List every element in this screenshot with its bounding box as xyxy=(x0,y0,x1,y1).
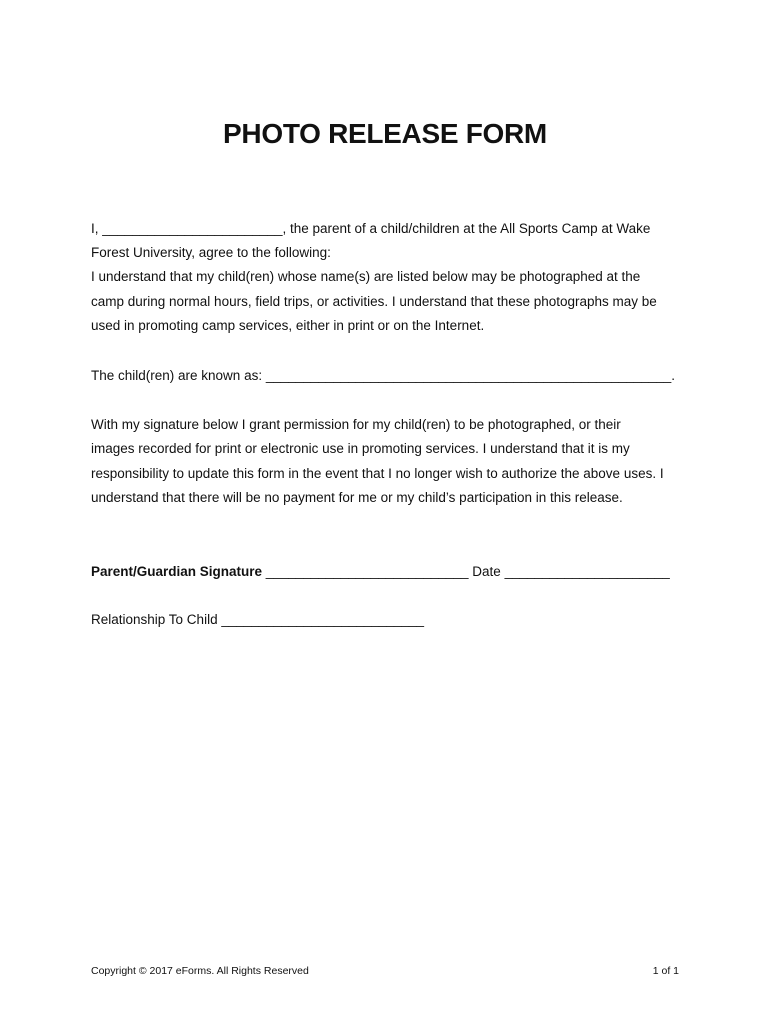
intro-line-5: used in promoting camp services, either in print or on the Internet. xyxy=(91,318,485,333)
children-names-line: The child(ren) are known as: ______________________________________________________. xyxy=(91,368,676,383)
date-field: ______________________ xyxy=(500,564,670,579)
signature-row xyxy=(91,564,670,580)
date-label: Date xyxy=(472,564,501,579)
relationship-row xyxy=(91,612,424,628)
permission-line-1: With my signature below I grant permission for my child(ren) to be photographed, or their xyxy=(91,417,621,432)
permission-line-2: images recorded for print or electronic use in promoting services. I understand that it is my xyxy=(91,441,630,456)
permission-line-3: responsibility to update this form in the event that I no longer wish to authorize the above uses. I xyxy=(91,466,664,481)
intro-line-2: Forest University, agree to the following: xyxy=(91,245,331,260)
relationship-label: Relationship To Child xyxy=(91,612,218,627)
intro-line-4: camp during normal hours, field trips, or activities. I understand that these photographs may be xyxy=(91,294,657,309)
copyright-footer: Copyright © 2017 eForms. All Rights Reserved xyxy=(91,965,309,977)
relationship-field: ___________________________ xyxy=(217,612,425,627)
form-title: PHOTO RELEASE FORM xyxy=(223,118,547,149)
page-number: 1 of 1 xyxy=(652,965,679,977)
signature-label: Parent/Guardian Signature xyxy=(91,564,263,579)
intro-line-3: I understand that my child(ren) whose name(s) are listed below may be photographed at the xyxy=(91,269,641,284)
intro-line-1: I, ________________________, the parent of a child/children at the All Sports Camp at Wake xyxy=(91,221,651,236)
signature-field: ___________________________ xyxy=(262,564,473,579)
permission-line-4: understand that there will be no payment for me or my child’s participation in this release. xyxy=(91,490,623,505)
